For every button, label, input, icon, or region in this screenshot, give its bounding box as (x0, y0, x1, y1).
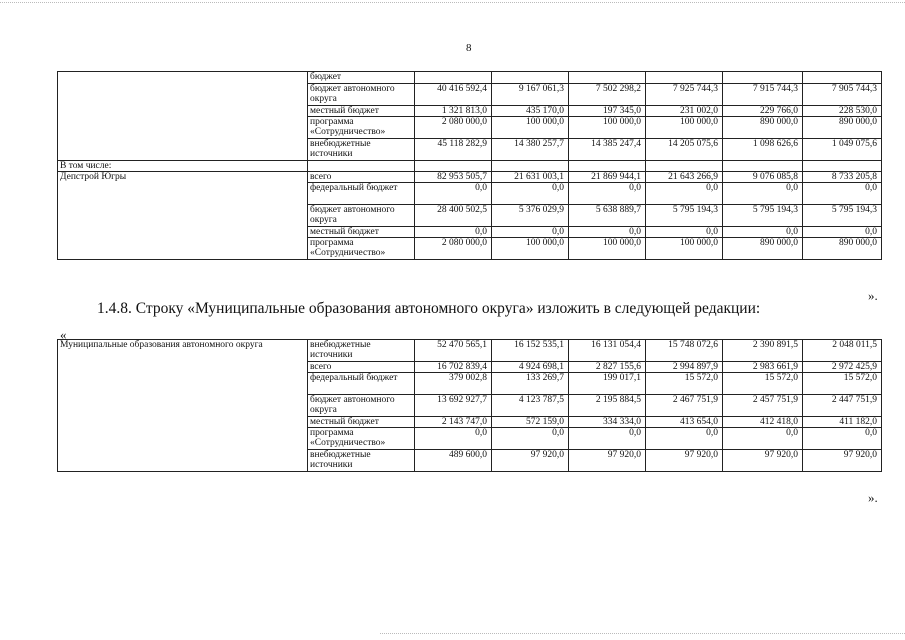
value-cell: 2 983 661,9 (723, 362, 803, 373)
value-cell: 0,0 (723, 428, 803, 450)
value-cell: 2 143 747,0 (415, 417, 492, 428)
value-cell (415, 72, 492, 84)
table-row (58, 172, 882, 183)
funding-source-cell: программа «Сотрудничество» (308, 238, 415, 260)
value-cell: 2 048 011,5 (803, 340, 882, 362)
value-cell: 8 733 205,8 (803, 172, 882, 183)
value-cell: 2 080 000,0 (415, 238, 492, 260)
table-row (58, 205, 882, 227)
value-cell: 890 000,0 (723, 117, 803, 139)
value-cell: 16 152 535,1 (492, 340, 569, 362)
value-cell: 28 400 502,5 (415, 205, 492, 227)
value-cell: 14 385 247,4 (569, 139, 646, 161)
value-cell: 5 638 889,7 (569, 205, 646, 227)
funding-source-cell: внебюджетные источники (308, 340, 415, 362)
program-name-cell: Муниципальные образования автономного округа (58, 340, 308, 472)
value-cell: 379 002,8 (415, 373, 492, 395)
value-cell: 21 631 003,1 (492, 172, 569, 183)
value-cell: 4 123 787,5 (492, 395, 569, 417)
value-cell: 5 376 029,9 (492, 205, 569, 227)
value-cell: 413 654,0 (646, 417, 723, 428)
table-row (58, 117, 882, 139)
value-cell: 7 925 744,3 (646, 84, 723, 106)
value-cell: 197 345,0 (569, 106, 646, 117)
value-cell: 0,0 (723, 227, 803, 238)
value-cell (492, 161, 569, 172)
value-cell: 15 572,0 (803, 373, 882, 395)
value-cell: 0,0 (569, 183, 646, 205)
value-cell: 97 920,0 (569, 450, 646, 472)
program-name-cell (58, 139, 308, 161)
value-cell: 15 572,0 (723, 373, 803, 395)
value-cell: 2 994 897,9 (646, 362, 723, 373)
value-cell: 133 269,7 (492, 373, 569, 395)
program-name-cell (58, 238, 308, 260)
value-cell: 45 118 282,9 (415, 139, 492, 161)
value-cell: 2 195 884,5 (569, 395, 646, 417)
value-cell: 0,0 (646, 227, 723, 238)
value-cell: 0,0 (646, 183, 723, 205)
value-cell: 572 159,0 (492, 417, 569, 428)
value-cell (723, 161, 803, 172)
value-cell: 0,0 (723, 183, 803, 205)
value-cell: 82 953 505,7 (415, 172, 492, 183)
value-cell: 7 915 744,3 (723, 84, 803, 106)
table-row (58, 340, 882, 362)
page-number: 8 (466, 42, 472, 54)
value-cell: 411 182,0 (803, 417, 882, 428)
value-cell: 52 470 565,1 (415, 340, 492, 362)
value-cell: 0,0 (803, 227, 882, 238)
value-cell: 5 795 194,3 (803, 205, 882, 227)
value-cell: 100 000,0 (569, 117, 646, 139)
program-name-cell (58, 183, 308, 205)
value-cell: 231 002,0 (646, 106, 723, 117)
value-cell: 15 572,0 (646, 373, 723, 395)
table-row (58, 238, 882, 260)
value-cell: 228 530,0 (803, 106, 882, 117)
value-cell: 100 000,0 (492, 238, 569, 260)
value-cell: 1 098 626,6 (723, 139, 803, 161)
funding-source-cell (308, 161, 415, 172)
value-cell: 0,0 (492, 428, 569, 450)
value-cell: 9 167 061,3 (492, 84, 569, 106)
value-cell: 0,0 (646, 428, 723, 450)
value-cell: 0,0 (415, 428, 492, 450)
value-cell: 97 920,0 (723, 450, 803, 472)
value-cell (415, 161, 492, 172)
value-cell (803, 161, 882, 172)
value-cell: 14 205 075,6 (646, 139, 723, 161)
value-cell: 100 000,0 (492, 117, 569, 139)
value-cell: 412 418,0 (723, 417, 803, 428)
value-cell: 199 017,1 (569, 373, 646, 395)
value-cell: 4 924 698,1 (492, 362, 569, 373)
value-cell: 334 334,0 (569, 417, 646, 428)
value-cell: 435 170,0 (492, 106, 569, 117)
value-cell: 13 692 927,7 (415, 395, 492, 417)
program-name-cell (58, 84, 308, 106)
value-cell: 15 748 072,6 (646, 340, 723, 362)
program-name-cell: Депстрой Югры (58, 172, 308, 183)
funding-source-cell: федеральный бюджет (308, 373, 415, 395)
value-cell: 1 321 813,0 (415, 106, 492, 117)
value-cell: 40 416 592,4 (415, 84, 492, 106)
program-name-cell (58, 117, 308, 139)
value-cell: 2 390 891,5 (723, 340, 803, 362)
funding-source-cell: программа «Сотрудничество» (308, 117, 415, 139)
value-cell: 0,0 (492, 227, 569, 238)
table-row (58, 227, 882, 238)
value-cell: 14 380 257,7 (492, 139, 569, 161)
value-cell: 21 869 944,1 (569, 172, 646, 183)
funding-source-cell: бюджет автономного округа (308, 205, 415, 227)
value-cell: 890 000,0 (723, 238, 803, 260)
value-cell: 2 447 751,9 (803, 395, 882, 417)
value-cell: 1 049 075,6 (803, 139, 882, 161)
value-cell: 0,0 (492, 183, 569, 205)
table-row (58, 72, 882, 84)
value-cell: 2 467 751,9 (646, 395, 723, 417)
value-cell: 2 972 425,9 (803, 362, 882, 373)
scan-edge-top (0, 2, 905, 3)
budget-table-2 (57, 339, 882, 472)
value-cell: 890 000,0 (803, 117, 882, 139)
value-cell: 9 076 085,8 (723, 172, 803, 183)
program-name-cell (58, 205, 308, 227)
table-row (58, 183, 882, 205)
funding-source-cell: бюджет (308, 72, 415, 84)
value-cell: 890 000,0 (803, 238, 882, 260)
funding-source-cell: местный бюджет (308, 227, 415, 238)
value-cell: 21 643 266,9 (646, 172, 723, 183)
funding-source-cell: бюджет автономного округа (308, 84, 415, 106)
table-row (58, 106, 882, 117)
value-cell: 100 000,0 (646, 238, 723, 260)
program-name-cell (58, 227, 308, 238)
value-cell: 97 920,0 (803, 450, 882, 472)
program-name-cell: В том числе: (58, 161, 308, 172)
value-cell: 5 795 194,3 (646, 205, 723, 227)
value-cell: 0,0 (569, 428, 646, 450)
value-cell (492, 72, 569, 84)
value-cell: 5 795 194,3 (723, 205, 803, 227)
value-cell (569, 161, 646, 172)
closing-quote-1: ». (868, 288, 878, 303)
table-row (58, 84, 882, 106)
program-name-cell (58, 106, 308, 117)
funding-source-cell: всего (308, 172, 415, 183)
value-cell: 0,0 (803, 183, 882, 205)
value-cell: 97 920,0 (492, 450, 569, 472)
value-cell: 489 600,0 (415, 450, 492, 472)
value-cell (803, 72, 882, 84)
value-cell: 100 000,0 (569, 238, 646, 260)
funding-source-cell: внебюджетные источники (308, 450, 415, 472)
value-cell: 2 080 000,0 (415, 117, 492, 139)
value-cell: 16 131 054,4 (569, 340, 646, 362)
value-cell: 16 702 839,4 (415, 362, 492, 373)
funding-source-cell: местный бюджет (308, 106, 415, 117)
program-name-cell (58, 72, 308, 84)
value-cell: 2 457 751,9 (723, 395, 803, 417)
table-row (58, 161, 882, 172)
value-cell (569, 72, 646, 84)
section-heading: 1.4.8. Строку «Муниципальные образования автономного округа» изложить в следующей редакции: (97, 300, 761, 317)
table-row (58, 139, 882, 161)
opening-quote-2: « (60, 327, 67, 342)
value-cell: 97 920,0 (646, 450, 723, 472)
value-cell: 0,0 (415, 183, 492, 205)
funding-source-cell: внебюджетные источники (308, 139, 415, 161)
value-cell (646, 72, 723, 84)
budget-table-1 (57, 71, 882, 260)
funding-source-cell: местный бюджет (308, 417, 415, 428)
value-cell: 100 000,0 (646, 117, 723, 139)
value-cell: 0,0 (803, 428, 882, 450)
closing-quote-2: ». (868, 490, 878, 505)
value-cell: 7 905 744,3 (803, 84, 882, 106)
value-cell: 229 766,0 (723, 106, 803, 117)
funding-source-cell: федеральный бюджет (308, 183, 415, 205)
value-cell: 7 502 298,2 (569, 84, 646, 106)
value-cell: 0,0 (415, 227, 492, 238)
value-cell (723, 72, 803, 84)
scan-edge-bottom (380, 633, 905, 634)
funding-source-cell: всего (308, 362, 415, 373)
funding-source-cell: программа «Сотрудничество» (308, 428, 415, 450)
value-cell: 0,0 (569, 227, 646, 238)
funding-source-cell: бюджет автономного округа (308, 395, 415, 417)
value-cell (646, 161, 723, 172)
value-cell: 2 827 155,6 (569, 362, 646, 373)
